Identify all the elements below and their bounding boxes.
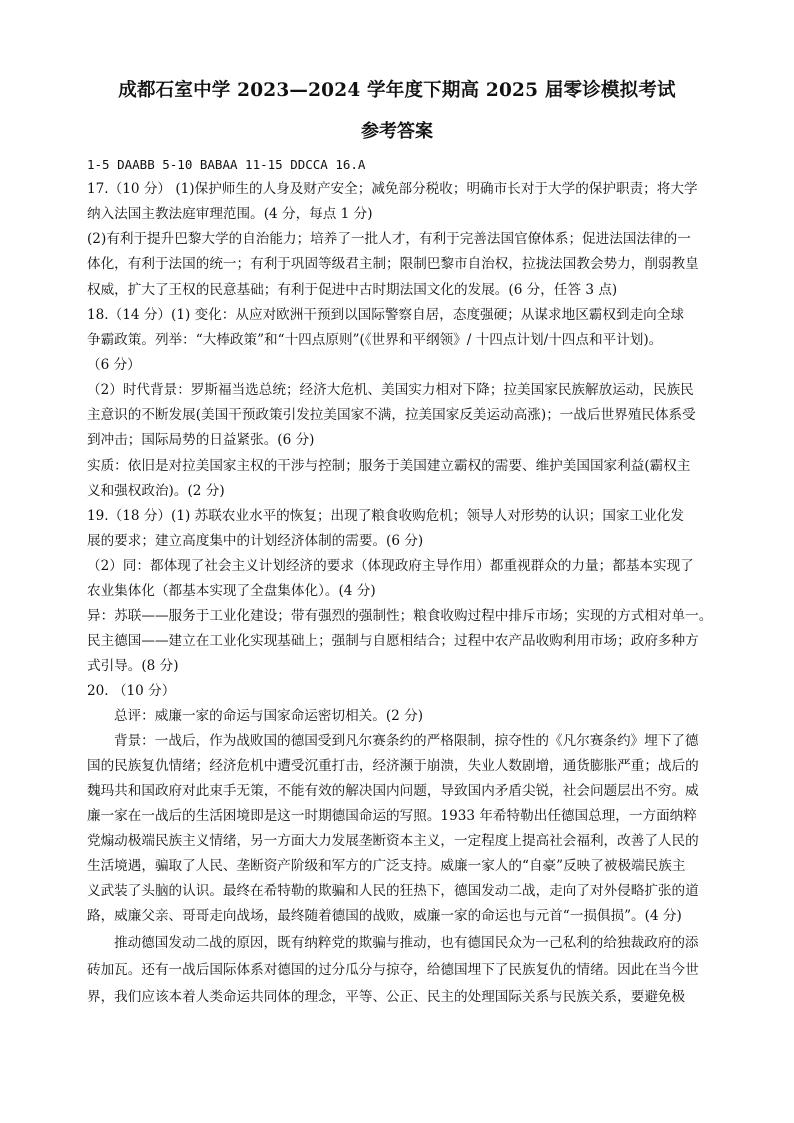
page-subtitle: 参考答案	[361, 121, 433, 142]
text-line: （2）时代背景：罗斯福当选总统；经济大危机、美国实力相对下降；拉美国家民族解放运动，民族民	[87, 382, 694, 398]
text-line: 魏玛共和国政府对此束手无策，不能有效的解决国内问题，导致国内矛盾尖锐，社会问题层出不穷。威	[87, 783, 699, 799]
text-line: 义和强权政治)。(2 分)	[87, 483, 225, 499]
text-line: 20. （10 分）	[87, 683, 176, 699]
text-line: 义武装了头脑的认识。最终在希特勒的欺骗和人民的狂热下，德国发动二战，走向了对外侵略扩张的道	[87, 883, 699, 899]
text-line: 争霸政策。列举：“大棒政策”和“十四点原则”(《世界和平纲领》/ 十四点计划/十四点和平计划)。	[87, 332, 663, 348]
text-line: 路，威廉父亲、哥哥走向战场，最终随着德国的战败，威廉一家的命运也与元首“一损俱损”。(4 分)	[87, 908, 682, 924]
text-line: 19.（18 分）(1) 苏联农业水平的恢复；出现了粮食收购危机；领导人对形势的认识；国家工业化发	[87, 508, 684, 524]
text-line: 背景：一战后，作为战败国的德国受到凡尔赛条约的严格限制，掠夺性的《凡尔赛条约》埋下了德	[114, 733, 699, 749]
text-line: 实质：依旧是对拉美国家主权的干涉与控制；服务于美国建立霸权的需要、维护美国国家利益(霸权主	[87, 458, 691, 474]
answer-key-mc: 1-5 DAABB 5-10 BABAA 11-15 DDCCA 16.A	[87, 157, 366, 172]
text-line: 体化，有利于法国的统一；有利于巩固等级君主制；限制巴黎市自治权，拉拢法国教会势力，削弱教皇	[87, 256, 699, 272]
page-title: 成都石室中学 2023—2024 学年度下期高 2025 届零诊模拟考试	[118, 80, 676, 101]
text-line: 主意识的不断发展(美国干预政策引发拉美国家不满，拉美国家反美运动高涨)；一战后世界殖民体系受	[87, 407, 696, 423]
text-line: 界，我们应该本着人类命运共同体的理念，平等、公正、民主的处理国际关系与民族关系，要避免极	[87, 989, 686, 1005]
text-line: 国的民族复仇情绪；经济危机中遭受沉重打击，经济濒于崩溃，失业人数剧增，通货膨胀严重；战后的	[87, 758, 699, 774]
text-line: 17.（10 分） (1)保护师生的人身及财产安全；减免部分税收；明确市长对于大学的保护职责；将大学	[87, 181, 698, 197]
text-line: 式引导。(8 分)	[87, 658, 179, 674]
text-line: 总评：威廉一家的命运与国家命运密切相关。(2 分)	[114, 708, 424, 724]
text-line: 推动德国发动二战的原因，既有纳粹党的欺骗与推动，也有德国民众为一己私利的给独裁政府的添	[114, 935, 699, 951]
text-line: 纳入法国主教法庭审理范围。(4 分，每点 1 分)	[87, 206, 373, 222]
text-line: 砖加瓦。还有一战后国际体系对德国的过分瓜分与掠夺，给德国埋下了民族复仇的情绪。因此在当今世	[87, 962, 699, 978]
text-line: （2）同：都体现了社会主义计划经济的要求（体现政府主导作用）都重视群众的力量；都基本实现了	[87, 558, 694, 574]
text-line: 异：苏联——服务于工业化建设；带有强烈的强制性；粮食收购过程中排斥市场；实现的方式相对单一。	[87, 608, 713, 624]
text-line: (2)有利于提升巴黎大学的自治能力；培养了一批人才，有利于完善法国官僚体系；促进法国法律的一	[87, 231, 691, 247]
text-line: 权威，扩大了王权的民意基础；有利于促进中古时期法国文化的发展。(6 分，任答 3 点)	[87, 282, 618, 298]
text-line: 到冲击；国际局势的日益紧张。(6 分)	[87, 432, 315, 448]
text-line: （6 分）	[87, 357, 141, 373]
text-line: 民主德国——建立在工业化实现基础上；强制与自愿相结合；过程中农产品收购利用市场；政府多种方	[87, 633, 699, 649]
text-line: 展的要求；建立高度集中的计划经济体制的需要。(6 分)	[87, 533, 424, 549]
text-line: 廉一家在一战后的生活困境即是这一时期德国命运的写照。1933 年希特勒出任德国总理，一方面纳粹	[87, 808, 697, 824]
text-line: 农业集体化（都基本实现了全盘集体化）。(4 分)	[87, 583, 376, 599]
text-line: 生活境遇，骗取了人民、垄断资产阶级和军方的广泛支持。威廉一家人的“自豪”反映了被极端民族主	[87, 858, 686, 874]
text-line: 18.（14 分）(1) 变化：从应对欧洲干预到以国际警察自居，态度强硬；从谋求地区霸权到走向全球	[87, 307, 684, 323]
text-line: 党煽动极端民族主义情绪，另一方面大力发展垄断资本主义，一定程度上提高社会福利，改善了人民的	[87, 833, 699, 849]
